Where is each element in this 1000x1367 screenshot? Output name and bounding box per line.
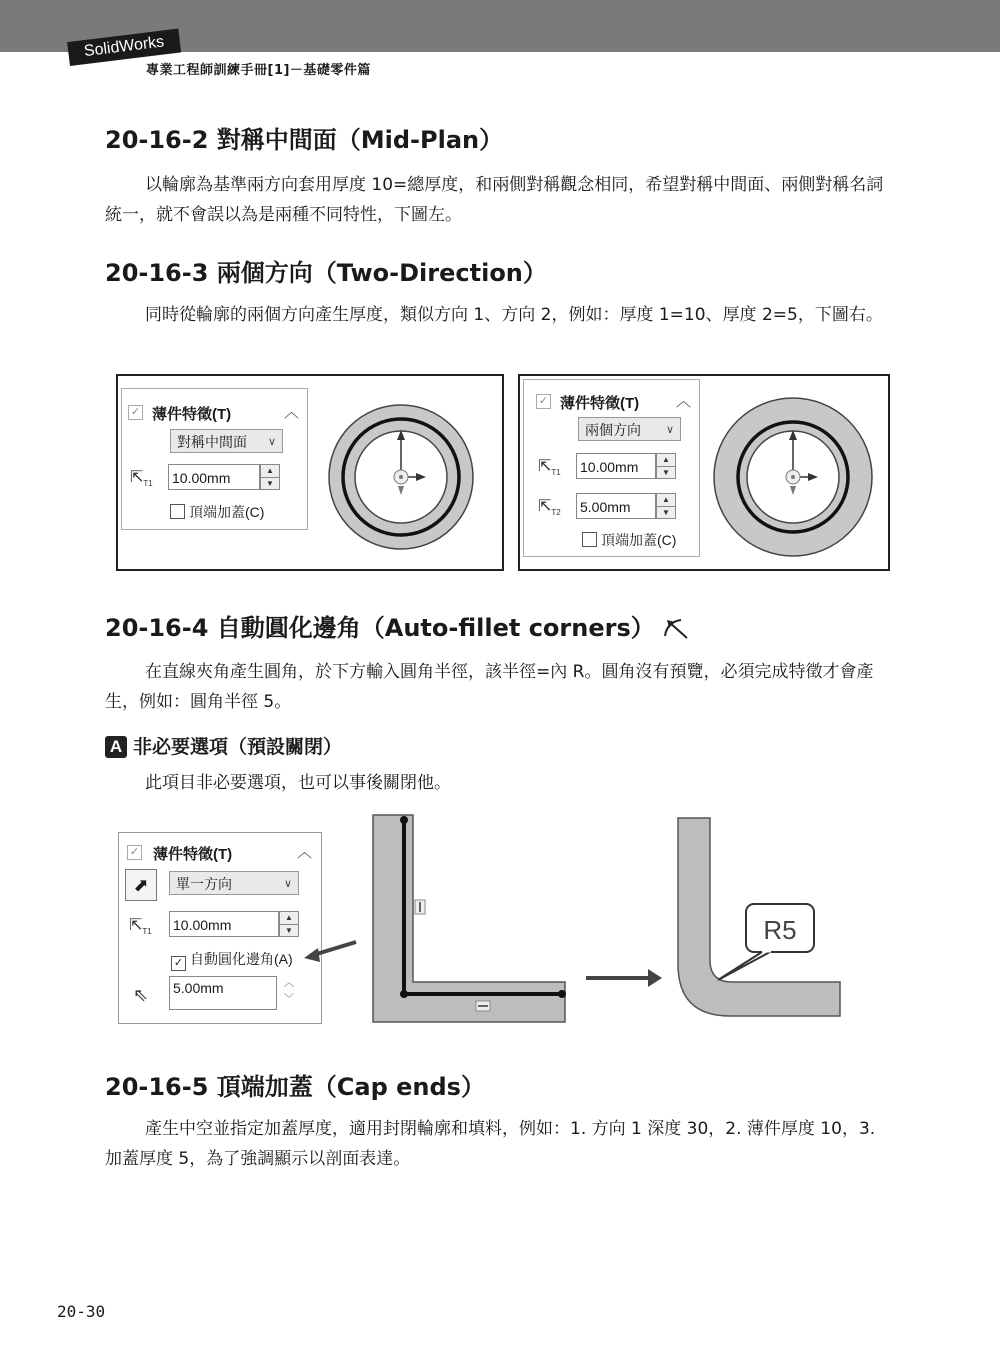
fillet-radius-input[interactable]: 5.00mm: [169, 976, 277, 1010]
section-title-cap-ends: 20-16-5 頂端加蓋（Cap ends）: [105, 1073, 485, 1101]
thickness-t1-icon: $⇱_{T1}$: [129, 917, 152, 937]
chevron-up-icon[interactable]: ︿: [676, 393, 692, 410]
brand-label: SolidWorks: [67, 29, 181, 66]
panel-title: 薄件特徵(T): [152, 406, 232, 423]
figure-two-direction: [518, 374, 890, 571]
badge-a: A: [105, 736, 127, 758]
thickness-t1-input[interactable]: 10.00mm: [576, 453, 656, 479]
cap-ends-checkbox[interactable]: 頂端加蓋(C): [170, 502, 264, 522]
section-paragraph-two-direction: 同時從輪廓的兩個方向產生厚度，類似方向 1、方向 2，例如：厚度 1=10、厚度 2=5，下圖右。: [145, 305, 883, 325]
section-paragraph-auto-fillet: 在直線夾角產生圓角，於下方輸入圓角半徑，該半徑=內 R。圓角沒有預覽，必須完成特徵才會產生，例如：圓角半徑 5。: [105, 662, 874, 712]
section-title-auto-fillet: 20-16-4 自動圓化邊角（Auto-fillet corners）: [105, 608, 691, 643]
thickness-t1-spinner[interactable]: ▲ ▼: [656, 453, 676, 479]
section-title-mid-plane: 20-16-2 對稱中間面（Mid-Plan）: [105, 126, 504, 154]
chevron-up-icon[interactable]: ︿: [284, 404, 300, 421]
fillet-illustration: [300, 810, 900, 1030]
thin-feature-panel: [523, 379, 700, 557]
thickness-t2-input[interactable]: 5.00mm: [576, 493, 656, 519]
thickness-t1-spinner[interactable]: ▲ ▼: [279, 911, 299, 937]
section-title-two-direction: 20-16-3 兩個方向（Two-Direction）: [105, 259, 547, 287]
fillet-radius-spinner[interactable]: ︿ ﹀: [284, 978, 294, 1005]
thin-feature-panel: [121, 388, 308, 530]
figure-mid-plane: [116, 374, 504, 571]
fillet-radius-icon: ⇖: [133, 985, 149, 1005]
thin-type-select[interactable]: 兩個方向 ∨: [578, 417, 681, 441]
subhead-optional: A 非必要選項（預設關閉）: [105, 732, 342, 759]
book-title: 專業工程師訓練手冊[1]－基礎零件篇: [146, 63, 371, 78]
thickness-t2-spinner[interactable]: ▲ ▼: [656, 493, 676, 519]
thickness-t2-icon: $⇱_{T2}$: [538, 498, 561, 518]
auto-fillet-icon: [659, 614, 691, 640]
thickness-t1-input[interactable]: 10.00mm: [168, 464, 260, 490]
thickness-t1-icon: $⇱_{T1}$: [130, 469, 153, 489]
thin-type-select[interactable]: 單一方向 ∨: [169, 871, 299, 895]
chevron-up-icon[interactable]: ︿: [297, 844, 313, 861]
panel-enable-checkbox[interactable]: ✓: [128, 405, 143, 420]
thickness-t1-input[interactable]: 10.00mm: [169, 911, 279, 937]
thickness-t1-spinner[interactable]: ▲ ▼: [260, 464, 280, 490]
panel-title: 薄件特徵(T): [153, 846, 233, 863]
cap-ends-checkbox[interactable]: 頂端加蓋(C): [582, 530, 676, 550]
subhead-paragraph: 此項目非必要選項，也可以事後關閉他。: [145, 773, 451, 793]
reverse-direction-icon[interactable]: ⬈: [125, 869, 157, 901]
radius-callout-text: R5: [763, 915, 797, 945]
thin-feature-panel-autofillet: [118, 832, 322, 1024]
section-paragraph-cap-ends: 產生中空並指定加蓋厚度，適用封閉輪廓和填料，例如：1. 方向 1 深度 30，2. 薄件厚度 10，3. 加蓋厚度 5，為了強調顯示以剖面表達。: [105, 1119, 876, 1169]
section-paragraph-mid-plane: 以輪廓為基準兩方向套用厚度 10=總厚度，和兩側對稱觀念相同，希望對稱中間面、兩側對稱名詞統一，就不會誤以為是兩種不同特性，下圖左。: [105, 175, 884, 225]
auto-fillet-checkbox[interactable]: ✓ 自動圓化邊角(A): [171, 949, 293, 971]
panel-enable-checkbox[interactable]: ✓: [127, 845, 142, 860]
thickness-t1-icon: $⇱_{T1}$: [538, 458, 561, 478]
panel-title: 薄件特徵(T): [560, 395, 640, 412]
ring-preview-two-direction: [706, 380, 886, 560]
page-number: 20-30: [57, 1302, 106, 1321]
thin-type-select[interactable]: 對稱中間面 ∨: [170, 429, 283, 453]
ring-preview-mid-plane: [314, 380, 494, 560]
panel-enable-checkbox[interactable]: ✓: [536, 394, 551, 409]
